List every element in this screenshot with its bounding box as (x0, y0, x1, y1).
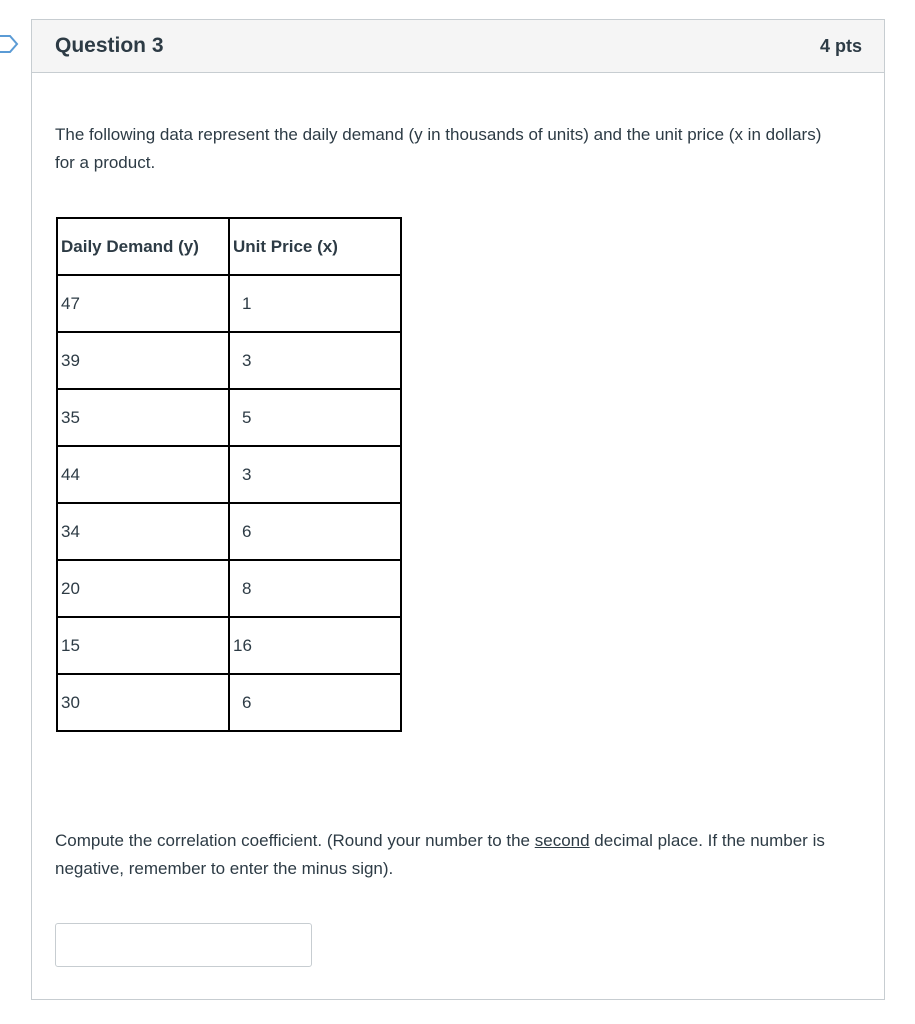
table-row (57, 674, 401, 731)
table-row (57, 332, 401, 389)
table-cell-price: 6 (229, 503, 401, 560)
question-card (31, 19, 885, 1000)
table-row (57, 617, 401, 674)
data-table (56, 217, 402, 732)
table-row (57, 503, 401, 560)
prompt-underlined-word: second (534, 831, 590, 850)
question-flag-icon[interactable] (0, 34, 20, 54)
question-title: Question 3 (55, 34, 164, 57)
column-header-daily-demand: Daily Demand (y) (57, 218, 229, 275)
prompt-text-before: Compute the correlation coefficient. (Round your number to the (55, 831, 535, 850)
table-cell-demand: 35 (57, 389, 229, 446)
table-row (57, 389, 401, 446)
table-cell-demand: 15 (57, 617, 229, 674)
table-header-row (57, 218, 401, 275)
answer-input[interactable] (55, 923, 312, 967)
table-cell-demand: 47 (57, 275, 229, 332)
table-cell-price: 8 (229, 560, 401, 617)
table-cell-price: 5 (229, 389, 401, 446)
table-cell-demand: 44 (57, 446, 229, 503)
question-prompt (55, 827, 870, 883)
table-cell-price: 3 (229, 446, 401, 503)
table-cell-price: 16 (229, 617, 401, 674)
column-header-unit-price: Unit Price (x) (229, 218, 401, 275)
table-cell-demand: 20 (57, 560, 229, 617)
table-cell-price: 3 (229, 332, 401, 389)
table-row (57, 275, 401, 332)
question-points: 4 pts (819, 35, 862, 56)
table-cell-demand: 30 (57, 674, 229, 731)
prompt-text-after: decimal place. If the number is negative, remember to enter the minus sign). (55, 831, 825, 878)
question-header (32, 20, 884, 73)
question-intro: The following data represent the daily demand (y in thousands of units) and the unit price (x in dollars) for a product. (55, 125, 822, 172)
table-cell-price: 1 (229, 275, 401, 332)
table-cell-price: 6 (229, 674, 401, 731)
table-cell-demand: 34 (57, 503, 229, 560)
table-row (57, 560, 401, 617)
table-row (57, 446, 401, 503)
table-cell-demand: 39 (57, 332, 229, 389)
